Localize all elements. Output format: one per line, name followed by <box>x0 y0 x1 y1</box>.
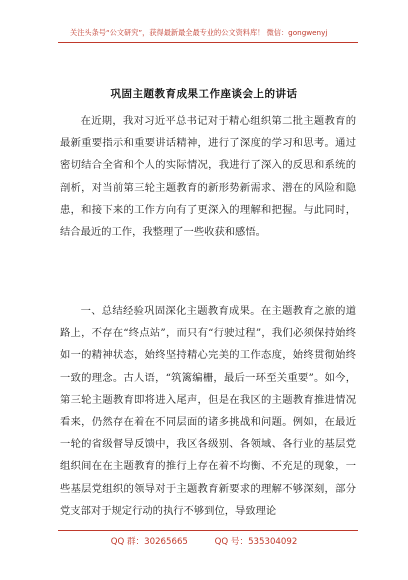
footer-qq-group: QQ 群：30265665 <box>110 537 188 547</box>
footer-qq-number: QQ 号：535304092 <box>214 537 298 547</box>
document-title: 巩固主题教育成果工作座谈会上的讲话 <box>110 88 298 100</box>
paragraph-section-one: 一、总结经验巩固深化主题教育成果。在主题教育之旅的道路上，不存在“终点站”，而只有“行驶过程”，我们必须保持始终如一的精神状态，始终坚持精心完美的工作态度，始终贯彻始终一致的理念。古人语，“筑篱编栅，最后一环至关重要”。如今，第三轮主题教育即将进入尾声，但是在我区的主题教育推进情况看来，仍然存在着在不同层面的诸多挑战和问题。例如，在最近一轮的省级督导反馈中，我区各级别、各领域、各行业的基层党组织间在在主题教育的推行上存在着不均衡、不充足的现象，一些基层党组织的领导对于主题教育新要求的理解不够深刻，部分党支部对于规定行动的执行不够到位，导致理论 <box>60 305 356 517</box>
header-divider <box>58 42 358 43</box>
footer-contact <box>0 535 408 547</box>
footer-divider <box>58 530 358 531</box>
paragraph-intro: 在近期，我对习近平总书记对于精心组织第二批主题教育的最新重要指示和重要讲话精神，进行了深度的学习和思考。通过密切结合全省和个人的实际情况，我进行了深入的反思和系统的剖析，对当前第三轮主题教育的新形势新需求、潜在的风险和隐患，和接下来的工作方向有了更深入的理解和把握。与此同时，结合最近的工作，我整理了一些收获和感悟。 <box>60 115 356 239</box>
header-note: 关注头条号“公文研究”，获得最新最全最专业的公文资料库！ 微信：gongwenyj <box>70 28 328 37</box>
